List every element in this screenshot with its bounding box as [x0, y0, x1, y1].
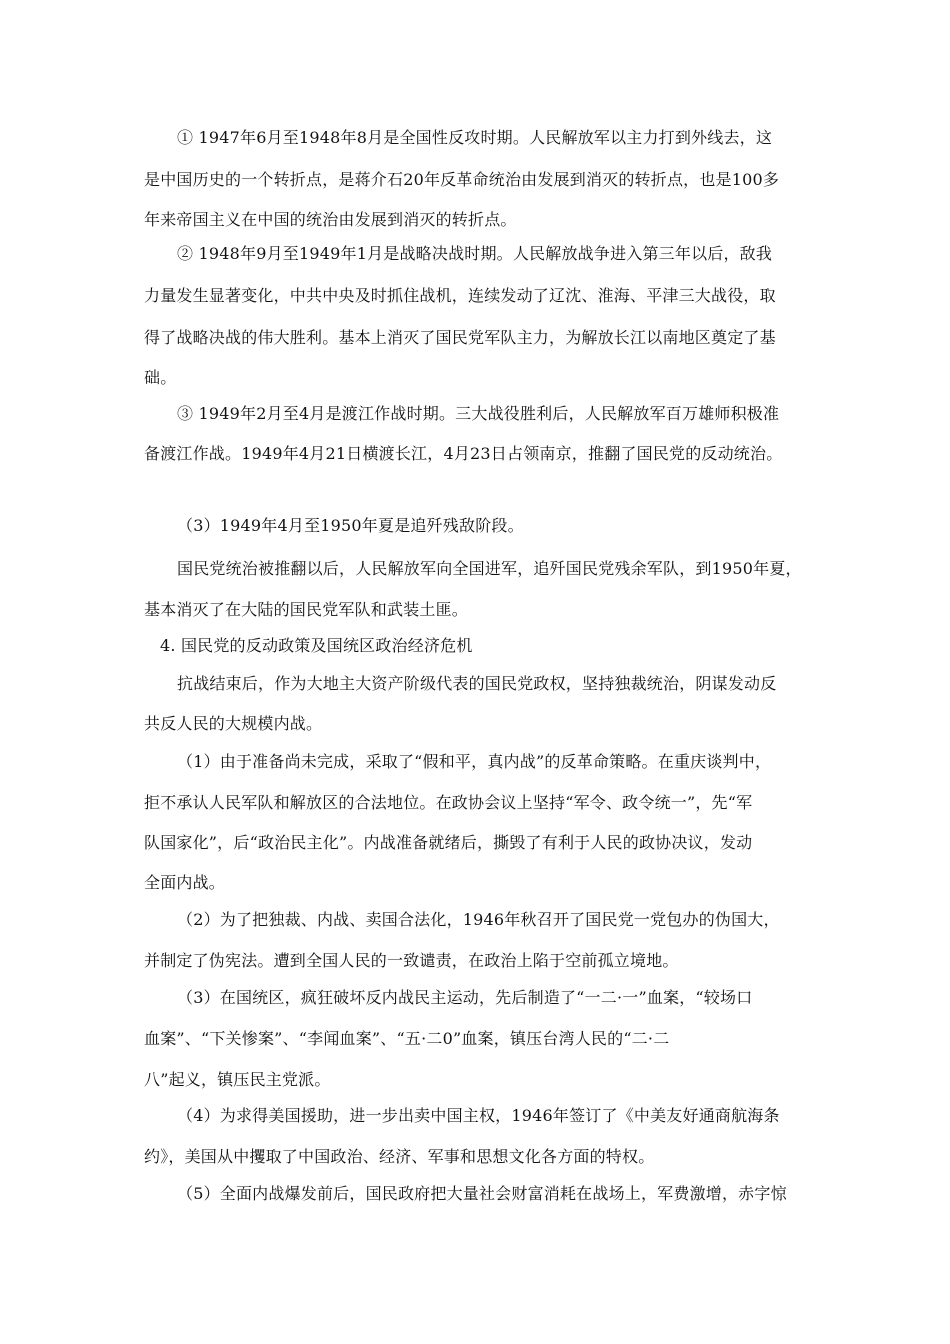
- paragraph-line: （1）由于准备尚未完成，采取了“假和平，真内战”的反革命策略。在重庆谈判中，: [177, 752, 772, 771]
- paragraph-line: 全面内战。: [144, 873, 226, 892]
- paragraph-line: 拒不承认人民军队和解放区的合法地位。在政协会议上坚持“军令、政令统一”，先“军: [144, 793, 753, 812]
- paragraph-line: 共反人民的大规模内战。: [144, 714, 323, 733]
- paragraph-line: ① 1947年6月至1948年8月是全国性反攻时期。人民解放军以主力打到外线去，这: [177, 128, 773, 147]
- paragraph-line: 约》，美国从中攫取了中国政治、经济、军事和思想文化各方面的特权。: [144, 1147, 655, 1166]
- paragraph-line: 备渡江作战。1949年4月21日横渡长江，4月23日占领南京，推翻了国民党的反动统治。: [144, 444, 783, 463]
- paragraph-line: 八”起义，镇压民主党派。: [144, 1070, 331, 1089]
- paragraph-line: 队国家化”，后“政治民主化”。内战准备就绪后，撕毁了有利于人民的政协决议，发动: [144, 833, 753, 852]
- paragraph-line: （3）1949年4月至1950年夏是追歼残敌阶段。: [177, 516, 524, 535]
- paragraph-line: 年来帝国主义在中国的统治由发展到消灭的转折点。: [144, 210, 517, 229]
- paragraph-line: ③ 1949年2月至4月是渡江作战时期。三大战役胜利后，人民解放军百万雄师积极准: [177, 404, 780, 423]
- paragraph-line: 力量发生显著变化，中共中央及时抓住战机，连续发动了辽沈、淮海、平津三大战役，取: [144, 286, 776, 305]
- paragraph-line: （5）全面内战爆发前后，国民政府把大量社会财富消耗在战场上，军费激增，赤字惊: [177, 1184, 787, 1203]
- paragraph-line: ② 1948年9月至1949年1月是战略决战时期。人民解放战争进入第三年以后，敌我: [177, 244, 773, 263]
- paragraph-line: （2）为了把独裁、内战、卖国合法化，1946年秋召开了国民党一党包办的伪国大，: [177, 910, 780, 929]
- paragraph-line: 是中国历史的一个转折点，是蒋介石20年反革命统治由发展到消灭的转折点，也是100多: [144, 170, 780, 189]
- paragraph-line: 国民党统治被推翻以后，人民解放军向全国进军，追歼国民党残余军队，到1950年夏，: [177, 559, 802, 578]
- paragraph-line: 并制定了伪宪法。遭到全国人民的一致谴责，在政治上陷于空前孤立境地。: [144, 951, 679, 970]
- paragraph-line: 血案”、“下关惨案”、“李闻血案”、“五·二0”血案，镇压台湾人民的“二·二: [144, 1029, 670, 1048]
- section-heading: 4. 国民党的反动政策及国统区政治经济危机: [160, 636, 473, 655]
- paragraph-line: 得了战略决战的伟大胜利。基本上消灭了国民党军队主力，为解放长江以南地区奠定了基: [144, 328, 776, 347]
- paragraph-line: 抗战结束后，作为大地主大资产阶级代表的国民党政权，坚持独裁统治，阴谋发动反: [177, 674, 777, 693]
- paragraph-line: 基本消灭了在大陆的国民党军队和武装土匪。: [144, 600, 469, 619]
- paragraph-line: 础。: [144, 368, 177, 387]
- paragraph-line: （3）在国统区，疯狂破坏反内战民主运动，先后制造了“一二·一”血案，“较场口: [177, 988, 753, 1007]
- paragraph-line: （4）为求得美国援助，进一步出卖中国主权，1946年签订了《中美友好通商航海条: [177, 1106, 780, 1125]
